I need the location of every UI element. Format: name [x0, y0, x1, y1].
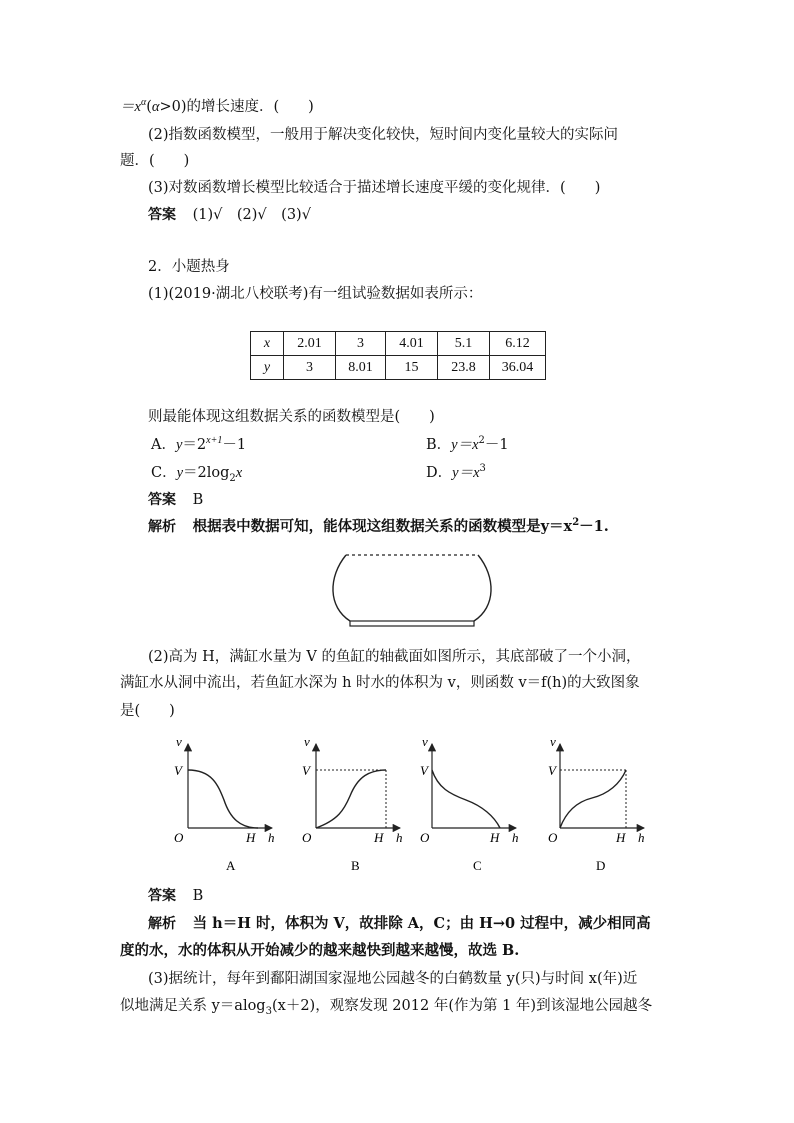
graph-c: [420, 734, 519, 873]
tank-left-wall: [333, 555, 350, 621]
table-cell: x: [251, 332, 284, 356]
table-cell: 2.01: [284, 332, 336, 356]
question-3-line2: 似地满足关系 y＝alog$_3$(x＋2)，观察发现 2012 年(作为第 1 年)到该湿地公园越冬: [120, 998, 653, 1017]
tank-base: [350, 621, 474, 626]
svg-text:h: h: [396, 830, 403, 845]
table-cell: 3: [284, 356, 336, 380]
svg-text:v: v: [304, 734, 310, 749]
question-2-line3: 是( ): [120, 703, 175, 719]
table-cell: 5.1: [438, 332, 490, 356]
table-row: [251, 332, 546, 356]
fish-tank-figure: [322, 547, 502, 637]
answer-value: B: [192, 888, 204, 904]
analysis-line2: 度的水，水的体积从开始减少的越来越快到越来越慢，故选 B.: [120, 942, 520, 959]
question-1-prompt: 则最能体现这组数据关系的函数模型是( ): [148, 409, 435, 425]
answer-label: 答案: [148, 888, 176, 904]
v-label: V: [174, 763, 182, 778]
svg-text:h: h: [638, 830, 645, 845]
svg-text:v: v: [550, 734, 556, 749]
svg-text:v: v: [422, 734, 428, 749]
table-cell: 3: [336, 332, 386, 356]
graph-options: [160, 730, 665, 880]
table-cell: y: [251, 356, 284, 380]
svg-text:O: O: [420, 830, 430, 845]
svg-text:H: H: [374, 830, 384, 845]
data-table: [250, 331, 546, 380]
option-a: A．$y=2^{x+1}-1$: [151, 435, 247, 453]
section-heading: 2．小题热身: [148, 259, 230, 275]
table-cell: 8.01: [336, 356, 386, 380]
answer-label: 答案: [148, 207, 176, 223]
question-2-line2: 满缸水从洞中流出，若鱼缸水深为 h 时水的体积为 v，则函数 v＝f(h)的大致图象: [120, 675, 640, 691]
analysis-label: 解析: [148, 916, 176, 932]
statement-1-tail: $=x^\alpha(\alpha>0)$的增长速度．( ): [120, 97, 314, 115]
svg-text:C: C: [473, 858, 482, 873]
answer-text: (1)√ (2)√ (3)√: [192, 207, 311, 223]
answer-value: B: [192, 492, 204, 508]
question-2-line1: (2)高为 H，满缸水量为 V 的鱼缸的轴截面如图所示，其底部破了一个小洞，: [148, 649, 641, 665]
statement-3: (3)对数函数增长模型比较适合于描述增长速度平缓的变化规律．( ): [148, 180, 601, 196]
axis-y-label: v: [176, 734, 182, 749]
table-cell: 36.04: [490, 356, 546, 380]
tank-right-wall: [474, 555, 491, 621]
svg-text:O: O: [302, 830, 312, 845]
svg-text:V: V: [302, 763, 310, 778]
table-cell: 4.01: [386, 332, 438, 356]
answer-label: 答案: [148, 492, 176, 508]
analysis-row-q2: [148, 914, 651, 934]
statement-2-line2: 题．( ): [120, 153, 190, 169]
curve-d: [560, 770, 626, 828]
analysis-line1: 当 h＝H 时，体积为 V，故排除 A，C；由 H→0 过程中，减少相同高: [192, 915, 651, 932]
table-row: [251, 356, 546, 380]
option-c: C．$y=2\log_2x$: [151, 465, 243, 484]
axis-x-label: h: [268, 830, 275, 845]
curve-c: [432, 770, 500, 828]
svg-text:H: H: [616, 830, 626, 845]
origin-label: O: [174, 830, 184, 845]
svg-text:D: D: [596, 858, 606, 873]
svg-text:V: V: [548, 763, 556, 778]
graph-a: [174, 734, 275, 873]
graph-d: [548, 734, 645, 873]
answer-row-q1: [148, 490, 203, 510]
question-3-line1: (3)据统计，每年到鄱阳湖国家湿地公园越冬的白鹤数量 y(只)与时间 x(年)近: [148, 971, 638, 987]
answer-row-1: [148, 205, 311, 225]
svg-text:B: B: [351, 858, 360, 873]
table-cell: 23.8: [438, 356, 490, 380]
question-1-intro: (1)(2019·湖北八校联考)有一组试验数据如表所示：: [148, 286, 483, 302]
svg-text:H: H: [490, 830, 500, 845]
table-cell: 6.12: [490, 332, 546, 356]
answer-row-q2: [148, 886, 203, 906]
svg-text:h: h: [512, 830, 519, 845]
option-d: D．$y=x^3$: [426, 463, 486, 481]
statement-2-line1: (2)指数函数模型，一般用于解决变化较快，短时间内变化量较大的实际问: [148, 127, 619, 143]
option-b: B．$y=x^2-1$: [426, 435, 509, 453]
svg-text:V: V: [420, 763, 428, 778]
graph-name: A: [226, 858, 236, 873]
curve-a: [188, 770, 258, 828]
table-cell: 15: [386, 356, 438, 380]
analysis-label: 解析: [148, 519, 176, 535]
h-cap-label: H: [246, 830, 256, 845]
svg-text:O: O: [548, 830, 558, 845]
analysis-text: 根据表中数据可知，能体现这组数据关系的函数模型是$y=x^2-1$.: [192, 517, 609, 535]
graph-b: [302, 734, 403, 873]
analysis-row-q1: [148, 517, 609, 537]
curve-b: [316, 770, 386, 828]
